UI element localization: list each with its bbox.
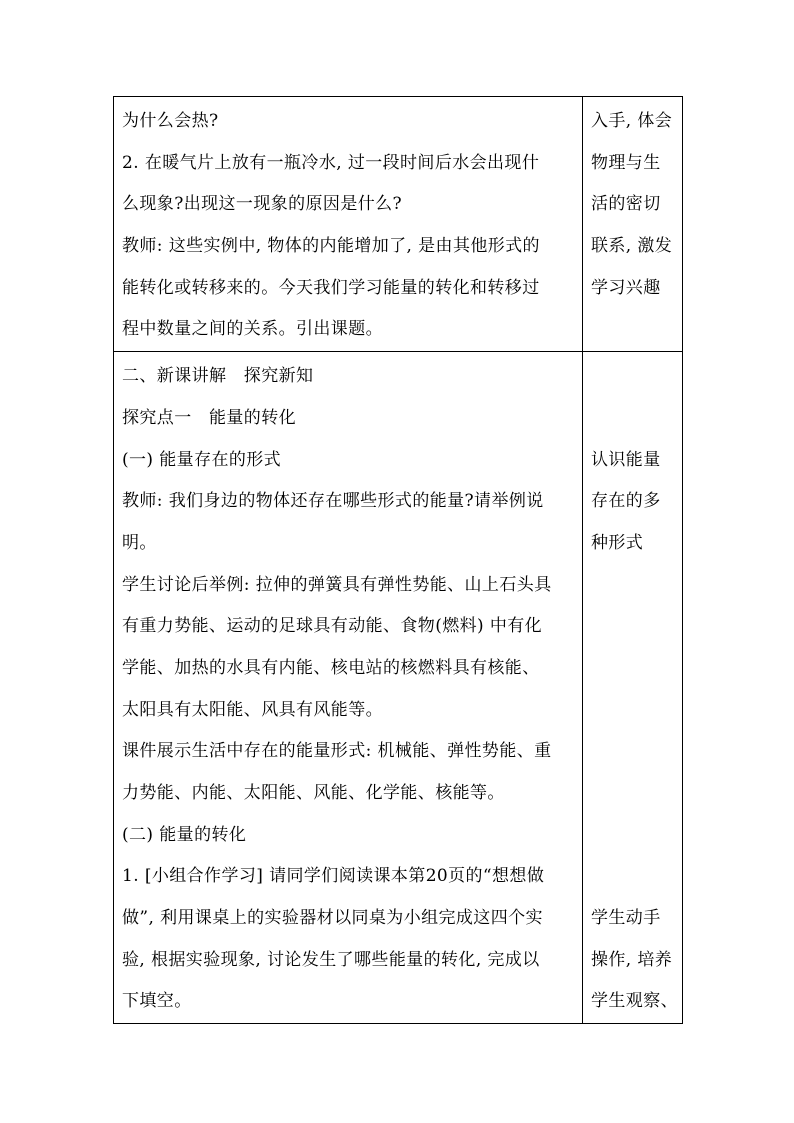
text-line: 学能、加热的水具有内能、核电站的核燃料具有核能、 bbox=[122, 657, 540, 678]
text-line: 能转化或转移来的。今天我们学习能量的转化和转移过 bbox=[122, 277, 540, 298]
design-intent-cell bbox=[583, 97, 683, 352]
text-line: 2. 在暖气片上放有一瓶冷水, 过一段时间后水会出现什 bbox=[122, 152, 540, 173]
text-line: 下填空。 bbox=[122, 991, 192, 1012]
text-line: 存在的多 bbox=[591, 491, 661, 512]
teaching-process-cell bbox=[114, 352, 583, 1024]
lesson-plan-table bbox=[113, 96, 683, 1024]
text-line: 教师: 这些实例中, 物体的内能增加了, 是由其他形式的 bbox=[122, 236, 540, 257]
text-line: 么现象?出现这一现象的原因是什么? bbox=[122, 194, 403, 215]
text-line: 1. [小组合作学习] 请同学们阅读课本第20页的“想想做 bbox=[122, 866, 545, 887]
subsection-heading: 探究点一 能量的转化 bbox=[122, 407, 296, 428]
subsection-heading: (二) 能量的转化 bbox=[122, 824, 247, 845]
text-line: 验, 根据实验现象, 讨论发生了哪些能量的转化, 完成以 bbox=[122, 949, 540, 970]
text-line: 课件展示生活中存在的能量形式: 机械能、弹性势能、重 bbox=[122, 741, 552, 762]
text-line: 学生讨论后举例: 拉伸的弹簧具有弹性势能、山上石头具 bbox=[122, 574, 552, 595]
text-line: 明。 bbox=[122, 532, 157, 553]
text-line: 物理与生 bbox=[591, 152, 661, 173]
subsection-heading: (一) 能量存在的形式 bbox=[122, 449, 282, 470]
text-line: 为什么会热? bbox=[122, 111, 219, 131]
text-line: 力势能、内能、太阳能、风能、化学能、核能等。 bbox=[122, 783, 505, 803]
section-heading: 二、新课讲解 探究新知 bbox=[122, 366, 314, 387]
text-line: 操作, 培养 bbox=[591, 949, 673, 970]
text-line: 种形式 bbox=[591, 532, 644, 553]
text-line: 学生观察、 bbox=[591, 991, 678, 1012]
design-intent-cell bbox=[583, 352, 683, 1024]
table-row bbox=[114, 97, 683, 352]
text-line: 做”, 利用课桌上的实验器材以同桌为小组完成这四个实 bbox=[122, 908, 543, 929]
text-line: 程中数量之间的关系。引出课题。 bbox=[122, 319, 383, 340]
text-line: 太阳具有太阳能、风具有风能等。 bbox=[122, 699, 383, 720]
text-line: 学习兴趣 bbox=[591, 277, 661, 298]
text-line: 认识能量 bbox=[591, 449, 661, 470]
text-line: 入手, 体会 bbox=[591, 111, 673, 131]
text-line: 活的密切 bbox=[591, 194, 661, 215]
text-line: 联系, 激发 bbox=[591, 236, 673, 257]
text-line: 学生动手 bbox=[591, 908, 661, 929]
teaching-process-cell bbox=[114, 97, 583, 352]
table-row bbox=[114, 352, 683, 1024]
text-line: 有重力势能、运动的足球具有动能、食物(燃料) 中有化 bbox=[122, 616, 543, 637]
text-line: 教师: 我们身边的物体还存在哪些形式的能量?请举例说 bbox=[122, 491, 544, 512]
